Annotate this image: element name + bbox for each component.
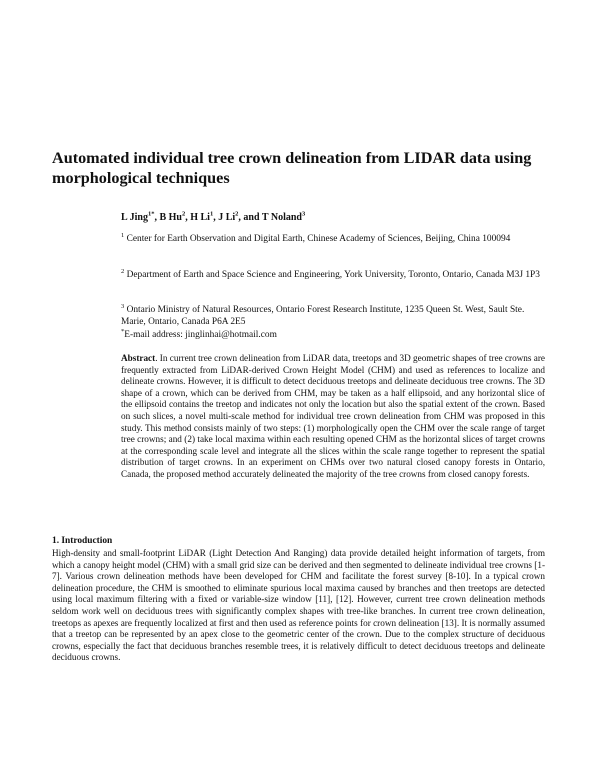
author: T Noland$^3$	[261, 210, 306, 223]
author-list	[121, 212, 305, 223]
author: B Hu$^2$,	[159, 210, 191, 223]
abstract	[121, 353, 545, 481]
author: L Jing$^{1*}$,	[121, 210, 160, 223]
abstract-label: Abstract	[121, 353, 156, 363]
corresponding-email: *E-mail address: jinglinhai@hotmail.com	[121, 327, 277, 340]
affiliation: $^3$ Ontario Ministry of Natural Resources, Ontario Forest Research Institute, 1235 Queen St. West, Sault Ste. Marie, Ontario, Canada P6A 2E5	[121, 302, 525, 327]
author: H Li$^1$,	[190, 210, 219, 223]
section-heading: 1. Introduction	[52, 536, 113, 546]
abstract-text: . In current tree crown delineation from LiDAR data, treetops and 3D geometric shapes of tree crowns are frequently extracted from LiDAR-derived Crown Height Model (CHM) and used as references to localize and delineate crowns. However, it is difficult to detect deciduous treetops and delineate deciduous tree crowns. The 3D shape of a crown, which can be derived from CHM, may be taken as a half ellipsoid, and any horizontal slice of the ellipsoid contains the treetop and indicates not only the location but also the spatial extent of the crown. Based on such slices, a novel multi-scale method for individual tree crown delineation from CHM was proposed in this study. This method consists mainly of two steps: (1) morphologically open the CHM over the scale range of target tree crowns; and (2) take local maxima within each resulting opened CHM as the horizontal slices of target crowns at the corresponding scale level and integrate all the slices within the scale range together to represent the spatial distribution of target crowns. In an experiment on CHMs over two natural closed canopy forests in Ontario, Canada, the proposed method accurately delineated the majority of the tree crowns from closed canopy forests.	[121, 353, 545, 479]
author: J Li$^2$, and	[218, 210, 262, 223]
affiliation: $^2$ Department of Earth and Space Science and Engineering, York University, Toronto, Ontario, Canada M3J 1P3	[121, 267, 540, 280]
affiliation: $^1$ Center for Earth Observation and Digital Earth, Chinese Academy of Sciences, Beijing, China 100094	[121, 231, 511, 244]
paper-title: Automated individual tree crown delineation from LIDAR data using morphological techniques	[52, 149, 532, 187]
section-body: High-density and small-footprint LiDAR (Light Detection And Ranging) data provide detailed height information of targets, from which a canopy height model (CHM) with a small grid size can be derived and then segmented to delineate individual tree crowns [1-7]. Various crown delineation methods have been developed for CHM and facilitate the forest survey [8-10]. In a typical crown delineation procedure, the CHM is smoothed to eliminate spurious local maxima caused by branches and then treetops are detected using local maximum filtering with a fixed or variable-size window [11], [12]. However, current tree crown delineation methods seldom work well on deciduous trees with significantly complex shapes with tree-like branches. In current tree crown delineation, treetops as apexes are frequently localized at first and then used as reference points for crown delineation [13]. It is normally assumed that a treetop can be represented by an apex close to the geometric center of the crown. Due to the complex structure of deciduous crowns, especially the fact that deciduous branches resemble trees, it is relatively difficult to detect deciduous treetops and delineate deciduous crowns.	[52, 548, 545, 663]
